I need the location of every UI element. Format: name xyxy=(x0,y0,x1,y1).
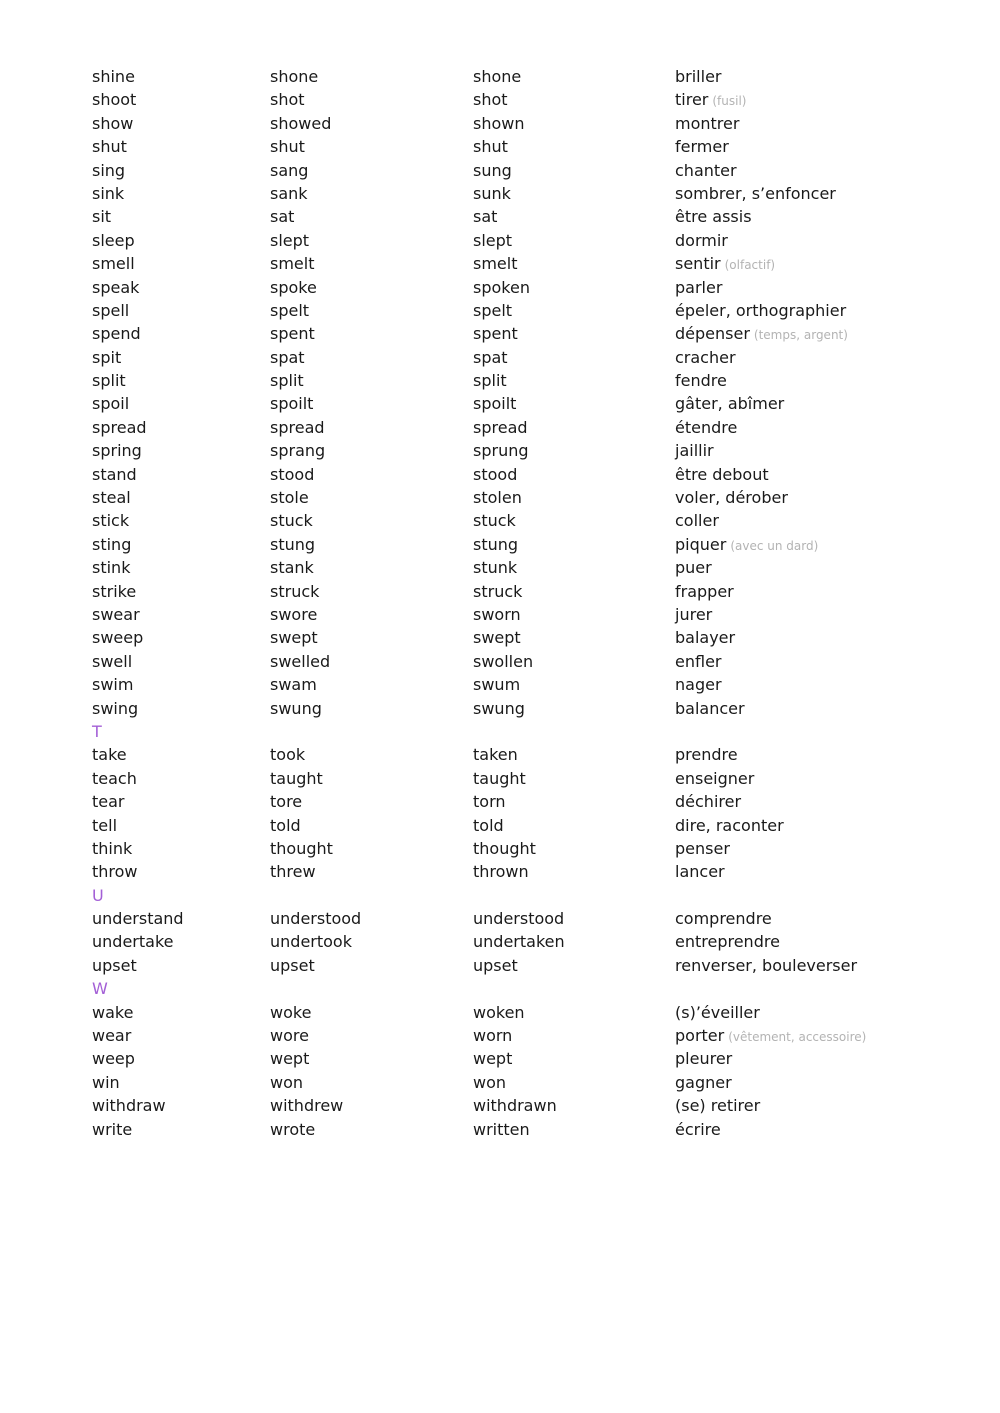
verb-past-participle: swung xyxy=(473,698,525,718)
verb-base-form: speak xyxy=(92,277,140,297)
verb-translation: porter xyxy=(675,1026,725,1046)
verb-past-simple: understood xyxy=(270,909,362,929)
verb-past-participle: spelt xyxy=(473,300,513,320)
verb-past-simple: spat xyxy=(270,347,305,367)
verb-row xyxy=(92,580,972,603)
verb-translation-cell xyxy=(675,533,818,558)
verb-row xyxy=(92,790,972,813)
verb-translation: renverser, bouleverser xyxy=(675,955,858,975)
verb-past-participle: swept xyxy=(473,628,521,648)
verb-past-participle: spread xyxy=(473,417,528,437)
verb-translation: frapper xyxy=(675,581,734,601)
verb-translation: déchirer xyxy=(675,792,742,812)
verb-row xyxy=(92,252,972,275)
verb-past-participle: spent xyxy=(473,324,518,344)
verb-translation-cell xyxy=(675,930,780,953)
verb-past-participle: woken xyxy=(473,1002,525,1022)
verb-translation: piquer xyxy=(675,534,727,554)
verb-translation-cell xyxy=(675,743,738,766)
verb-past-participle: slept xyxy=(473,230,513,250)
verb-row xyxy=(92,369,972,392)
verb-past-participle: torn xyxy=(473,792,506,812)
verb-base-form: spit xyxy=(92,347,122,367)
translation-note: (temps, argent) xyxy=(753,328,848,343)
verb-past-simple: sang xyxy=(270,160,309,180)
verb-translation-cell xyxy=(675,580,734,603)
verb-translation: fermer xyxy=(675,137,729,157)
verb-past-participle: sworn xyxy=(473,604,521,624)
verb-base-form: write xyxy=(92,1119,133,1139)
verb-base-form: tell xyxy=(92,815,118,835)
verb-row xyxy=(92,346,972,369)
verb-translation: être debout xyxy=(675,464,769,484)
verb-past-participle: shut xyxy=(473,137,508,157)
verb-past-participle: won xyxy=(473,1072,507,1092)
verb-base-form: spoil xyxy=(92,394,130,414)
verb-past-simple: tore xyxy=(270,792,303,812)
verb-translation: parler xyxy=(675,277,723,297)
verb-translation-cell xyxy=(675,416,737,439)
verb-row xyxy=(92,509,972,532)
verb-past-simple: shone xyxy=(270,67,319,86)
verb-row xyxy=(92,860,972,883)
verb-translation-cell xyxy=(675,1047,732,1070)
verb-past-participle: taught xyxy=(473,768,526,788)
verb-translation: gâter, abîmer xyxy=(675,394,785,414)
verb-translation: puer xyxy=(675,558,712,578)
verb-translation: être assis xyxy=(675,207,752,227)
translation-note: (vêtement, accessoire) xyxy=(728,1030,867,1045)
verb-past-simple: shot xyxy=(270,90,305,110)
verb-past-participle: sat xyxy=(473,207,498,227)
verb-row xyxy=(92,907,972,930)
verb-translation: balayer xyxy=(675,628,736,648)
verb-base-form: upset xyxy=(92,955,137,975)
verb-translation-cell xyxy=(675,463,769,486)
verb-past-simple: stole xyxy=(270,488,309,508)
verb-past-participle: shown xyxy=(473,113,525,133)
verb-past-simple: sat xyxy=(270,207,295,227)
verb-row xyxy=(92,697,972,720)
verb-translation-cell xyxy=(675,346,736,369)
verb-base-form: strike xyxy=(92,581,137,601)
verb-translation: dépenser xyxy=(675,324,750,344)
irregular-verb-list xyxy=(92,65,972,1141)
verb-base-form: spread xyxy=(92,417,147,437)
verb-base-form: tear xyxy=(92,792,125,812)
verb-past-participle: spoilt xyxy=(473,394,517,414)
verb-base-form: undertake xyxy=(92,932,174,952)
verb-past-simple: stood xyxy=(270,464,315,484)
verb-past-participle: swum xyxy=(473,675,521,695)
verb-base-form: swim xyxy=(92,675,134,695)
verb-past-simple: swelled xyxy=(270,651,331,671)
verb-row xyxy=(92,392,972,415)
verb-translation-cell xyxy=(675,135,729,158)
translation-note: (fusil) xyxy=(712,94,747,109)
verb-translation-cell xyxy=(675,276,722,299)
verb-past-participle: spoken xyxy=(473,277,530,297)
verb-past-participle: stung xyxy=(473,534,519,554)
verb-past-simple: won xyxy=(270,1072,304,1092)
verb-translation-cell xyxy=(675,697,745,720)
verb-past-participle: spat xyxy=(473,347,508,367)
verb-translation-cell xyxy=(675,673,722,696)
verb-translation: pleurer xyxy=(675,1049,733,1069)
verb-translation-cell xyxy=(675,369,727,392)
verb-past-simple: withdrew xyxy=(270,1096,344,1116)
verb-past-participle: swollen xyxy=(473,651,534,671)
verb-past-simple: stuck xyxy=(270,511,313,531)
verb-past-participle: stood xyxy=(473,464,518,484)
verb-past-participle: shone xyxy=(473,67,522,86)
verb-translation: balancer xyxy=(675,698,745,718)
verb-base-form: shut xyxy=(92,137,127,157)
letter-heading xyxy=(92,884,972,907)
verb-row xyxy=(92,1118,972,1141)
verb-row xyxy=(92,112,972,135)
verb-past-participle: shot xyxy=(473,90,508,110)
verb-row xyxy=(92,1024,972,1047)
verb-base-form: swell xyxy=(92,651,133,671)
verb-row xyxy=(92,1001,972,1024)
verb-translation-cell xyxy=(675,790,741,813)
verb-past-simple: wore xyxy=(270,1026,309,1046)
verb-past-simple: wept xyxy=(270,1049,310,1069)
verb-past-simple: showed xyxy=(270,113,332,133)
verb-row xyxy=(92,743,972,766)
verb-row xyxy=(92,135,972,158)
verb-past-simple: told xyxy=(270,815,301,835)
verb-translation-cell xyxy=(675,252,775,277)
verb-translation-cell xyxy=(675,112,739,135)
verb-past-participle: thought xyxy=(473,838,536,858)
verb-translation: briller xyxy=(675,67,722,86)
verb-translation-cell xyxy=(675,182,836,205)
verb-past-participle: upset xyxy=(473,955,518,975)
verb-base-form: spring xyxy=(92,441,142,461)
verb-base-form: think xyxy=(92,838,133,858)
verb-translation-cell xyxy=(675,299,846,322)
verb-translation-cell xyxy=(675,954,857,977)
verb-translation: (s)’éveiller xyxy=(675,1002,760,1022)
verb-translation-cell xyxy=(675,65,722,88)
verb-row xyxy=(92,463,972,486)
verb-row xyxy=(92,65,972,88)
verb-translation: enfler xyxy=(675,651,722,671)
verb-base-form: sting xyxy=(92,534,132,554)
verb-translation: nager xyxy=(675,675,722,695)
verb-translation-cell xyxy=(675,814,784,837)
verb-past-simple: took xyxy=(270,745,306,765)
verb-past-simple: stung xyxy=(270,534,316,554)
verb-base-form: swing xyxy=(92,698,139,718)
verb-translation-cell xyxy=(675,509,719,532)
verb-past-participle: split xyxy=(473,371,507,391)
verb-row xyxy=(92,88,972,111)
verb-past-participle: told xyxy=(473,815,504,835)
verb-translation: prendre xyxy=(675,745,738,765)
verb-translation-cell xyxy=(675,322,848,347)
verb-past-simple: swung xyxy=(270,698,322,718)
verb-past-simple: struck xyxy=(270,581,320,601)
verb-base-form: wear xyxy=(92,1026,132,1046)
verb-row xyxy=(92,1094,972,1117)
verb-past-simple: upset xyxy=(270,955,315,975)
verb-row xyxy=(92,486,972,509)
verb-row xyxy=(92,603,972,626)
verb-past-participle: written xyxy=(473,1119,530,1139)
verb-base-form: understand xyxy=(92,909,184,929)
verb-base-form: win xyxy=(92,1072,120,1092)
verb-base-form: sweep xyxy=(92,628,144,648)
verb-past-participle: withdrawn xyxy=(473,1096,557,1116)
verb-past-simple: smelt xyxy=(270,254,315,274)
verb-translation: cracher xyxy=(675,347,736,367)
verb-past-simple: undertook xyxy=(270,932,352,952)
verb-past-participle: smelt xyxy=(473,254,518,274)
verb-past-simple: taught xyxy=(270,768,323,788)
verb-row xyxy=(92,650,972,673)
verb-base-form: stink xyxy=(92,558,131,578)
verb-base-form: sit xyxy=(92,207,112,227)
verb-row xyxy=(92,159,972,182)
verb-translation: étendre xyxy=(675,417,738,437)
letter-heading-text: U xyxy=(92,885,104,905)
verb-past-participle: thrown xyxy=(473,862,529,882)
verb-translation: épeler, orthographier xyxy=(675,300,847,320)
translation-note: (avec un dard) xyxy=(730,538,819,553)
verb-translation-cell xyxy=(675,486,788,509)
verb-translation: écrire xyxy=(675,1119,721,1139)
verb-translation-cell xyxy=(675,907,772,930)
verb-past-simple: spelt xyxy=(270,300,310,320)
verb-translation: comprendre xyxy=(675,909,772,929)
verb-base-form: show xyxy=(92,113,134,133)
verb-translation: dire, raconter xyxy=(675,815,784,835)
verb-row xyxy=(92,229,972,252)
verb-row xyxy=(92,533,972,556)
verb-base-form: shoot xyxy=(92,90,137,110)
verb-translation-cell xyxy=(675,603,712,626)
verb-row xyxy=(92,182,972,205)
verb-row xyxy=(92,954,972,977)
letter-heading xyxy=(92,720,972,743)
verb-past-simple: split xyxy=(270,371,304,391)
verb-translation: chanter xyxy=(675,160,737,180)
verb-past-simple: spoilt xyxy=(270,394,314,414)
verb-translation: penser xyxy=(675,838,730,858)
verb-translation: sombrer, s’enfoncer xyxy=(675,183,836,203)
verb-translation-cell xyxy=(675,205,752,228)
verb-base-form: throw xyxy=(92,862,138,882)
verb-base-form: split xyxy=(92,371,126,391)
verb-row xyxy=(92,1047,972,1070)
verb-past-simple: spent xyxy=(270,324,315,344)
verb-past-participle: stuck xyxy=(473,511,516,531)
verb-row xyxy=(92,1071,972,1094)
verb-translation-cell xyxy=(675,556,712,579)
verb-base-form: withdraw xyxy=(92,1096,166,1116)
verb-row xyxy=(92,814,972,837)
verb-translation: gagner xyxy=(675,1072,732,1092)
verb-past-simple: swam xyxy=(270,675,317,695)
verb-translation-cell xyxy=(675,1024,866,1049)
verb-past-simple: spread xyxy=(270,417,325,437)
verb-past-simple: slept xyxy=(270,230,310,250)
verb-translation-cell xyxy=(675,229,728,252)
verb-past-simple: stank xyxy=(270,558,314,578)
verb-row xyxy=(92,416,972,439)
verb-row xyxy=(92,767,972,790)
verb-base-form: steal xyxy=(92,488,131,508)
verb-row xyxy=(92,322,972,345)
verb-translation: tirer xyxy=(675,90,709,110)
verb-base-form: weep xyxy=(92,1049,135,1069)
letter-heading xyxy=(92,977,972,1000)
verb-base-form: swear xyxy=(92,604,140,624)
verb-row xyxy=(92,205,972,228)
verb-past-simple: swept xyxy=(270,628,318,648)
verb-translation: voler, dérober xyxy=(675,488,788,508)
verb-row xyxy=(92,930,972,953)
verb-translation-cell xyxy=(675,860,725,883)
verb-past-simple: thought xyxy=(270,838,333,858)
verb-past-participle: understood xyxy=(473,909,565,929)
verb-translation-cell xyxy=(675,88,747,113)
verb-base-form: sing xyxy=(92,160,126,180)
verb-base-form: smell xyxy=(92,254,135,274)
verb-past-simple: shut xyxy=(270,137,305,157)
verb-translation-cell xyxy=(675,1001,760,1024)
verb-past-participle: taken xyxy=(473,745,518,765)
verb-translation-cell xyxy=(675,392,784,415)
verb-base-form: spell xyxy=(92,300,130,320)
verb-translation-cell xyxy=(675,837,730,860)
verb-translation: jurer xyxy=(675,604,713,624)
verb-base-form: sink xyxy=(92,183,125,203)
verb-past-participle: sunk xyxy=(473,183,511,203)
verb-past-simple: threw xyxy=(270,862,316,882)
verb-base-form: stick xyxy=(92,511,130,531)
verb-translation-cell xyxy=(675,439,714,462)
verb-past-participle: sprung xyxy=(473,441,529,461)
verb-past-simple: sprang xyxy=(270,441,326,461)
letter-heading-text: W xyxy=(92,979,108,999)
verb-translation: entreprendre xyxy=(675,932,780,952)
verb-translation-cell xyxy=(675,626,735,649)
verb-base-form: wake xyxy=(92,1002,134,1022)
verb-row xyxy=(92,439,972,462)
verb-past-simple: sank xyxy=(270,183,308,203)
verb-translation-cell xyxy=(675,767,754,790)
verb-base-form: spend xyxy=(92,324,141,344)
verb-translation: sentir xyxy=(675,254,721,274)
verb-translation: fendre xyxy=(675,371,727,391)
translation-note: (olfactif) xyxy=(724,258,776,273)
verb-row xyxy=(92,673,972,696)
verb-base-form: sleep xyxy=(92,230,135,250)
verb-past-participle: stolen xyxy=(473,488,522,508)
verb-translation: coller xyxy=(675,511,719,531)
verb-past-participle: undertaken xyxy=(473,932,565,952)
verb-translation-cell xyxy=(675,1118,721,1141)
verb-base-form: shine xyxy=(92,67,135,86)
verb-translation-cell xyxy=(675,159,737,182)
verb-base-form: stand xyxy=(92,464,137,484)
verb-translation: dormir xyxy=(675,230,728,250)
verb-past-participle: worn xyxy=(473,1026,513,1046)
verb-row xyxy=(92,299,972,322)
verb-past-participle: stunk xyxy=(473,558,518,578)
verb-past-simple: swore xyxy=(270,604,318,624)
verb-row xyxy=(92,837,972,860)
verb-past-participle: struck xyxy=(473,581,523,601)
letter-heading-text: T xyxy=(92,721,102,741)
verb-past-simple: wrote xyxy=(270,1119,316,1139)
verb-translation: montrer xyxy=(675,113,740,133)
verb-translation: enseigner xyxy=(675,768,755,788)
verb-row xyxy=(92,276,972,299)
verb-translation-cell xyxy=(675,1094,760,1117)
verb-translation: lancer xyxy=(675,862,725,882)
verb-translation: (se) retirer xyxy=(675,1096,761,1116)
verb-base-form: teach xyxy=(92,768,137,788)
verb-past-simple: woke xyxy=(270,1002,312,1022)
verb-past-participle: sung xyxy=(473,160,512,180)
verb-row xyxy=(92,626,972,649)
verb-translation: jaillir xyxy=(675,441,714,461)
verb-row xyxy=(92,556,972,579)
verb-translation-cell xyxy=(675,1071,732,1094)
verb-base-form: take xyxy=(92,745,127,765)
verb-past-simple: spoke xyxy=(270,277,317,297)
verb-past-participle: wept xyxy=(473,1049,513,1069)
verb-translation-cell xyxy=(675,650,721,673)
